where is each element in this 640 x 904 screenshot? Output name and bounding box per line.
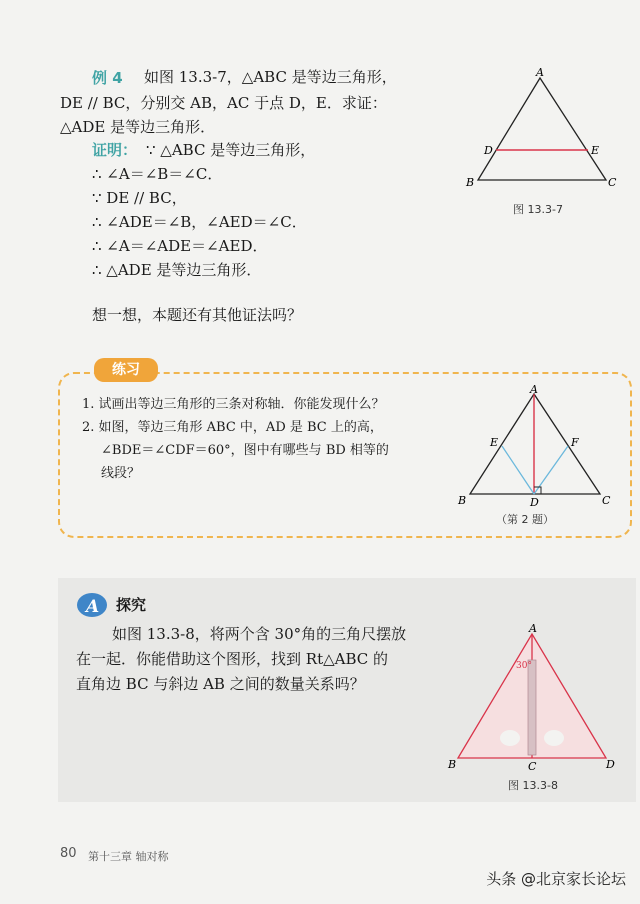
fig1-label-b: B [466,176,475,189]
segment-de-practice [502,446,534,494]
proof-line-5: ∴ ∠A＝∠ADE＝∠AED． [92,237,268,255]
practice-figure-caption: （第 2 题） [496,513,554,526]
explore-label-a: A [529,622,537,635]
triangle-hole-right [544,730,564,746]
page-number: 80 [60,846,77,861]
explore-icon [76,590,110,618]
explore-line-3: 直角边 BC 与斜边 AB 之间的数量关系吗？ [76,675,365,693]
practice-label-a: A [530,384,538,396]
figure-13-3-7 [460,64,630,194]
practice-label-e: E [490,436,499,449]
practice-item-1: 1. 试画出等边三角形的三条对称轴．你能发现什么？ [82,397,385,412]
ruler-scale [528,660,536,755]
explore-label-b: B [448,758,457,771]
example-line-3: △ADE 是等边三角形． [60,118,216,136]
proof-line-4: ∴ ∠ADE＝∠B，∠AED＝∠C． [92,213,307,231]
chapter-title: 第十三章 轴对称 [88,850,169,863]
practice-label-f: F [571,436,579,449]
proof-line-6: ∴ △ADE 是等边三角形． [92,261,262,279]
fig1-label-e: E [591,144,600,157]
angle-30-label: 30° [516,661,532,671]
figure-13-3-7-caption: 图 13.3-7 [513,203,563,216]
think-question: 想一想，本题还有其他证法吗？ [92,306,303,324]
practice-label-c: C [602,494,611,507]
explore-title: 探究 [116,596,147,614]
practice-label-d: D [530,496,539,509]
explore-label-c: C [528,760,537,772]
example-label: 例 4 [92,69,123,87]
fig1-label-c: C [608,176,617,189]
triangle-abc [478,78,606,180]
fig1-label-d: D [484,144,493,157]
practice-item-2-end: 线段？ [101,466,141,481]
proof-line-2: ∴ ∠A＝∠B＝∠C． [92,165,223,183]
explore-line-2: 在一起．你能借助这个图形，找到 Rt△ABC 的 [76,650,389,668]
proof-label: 证明： [92,141,138,159]
svg-text:A: A [86,597,100,617]
example-line-2: DE // BC，分别交 AB，AC 于点 D，E．求证： [60,94,387,112]
explore-line-1: 如图 13.3-8，将两个含 30°角的三角尺摆放 [112,625,407,643]
practice-label-b: B [458,494,467,507]
watermark-text: 头条 @北京家长论坛 [486,870,626,888]
proof-line-1: ∵ △ABC 是等边三角形， [146,141,316,159]
figure-13-3-8-caption: 图 13.3-8 [508,779,558,792]
practice-item-2-cont: ∠BDE＝∠CDF＝60°，图中有哪些与 BD 相等的 [101,443,389,458]
practice-item-2: 2. 如图，等边三角形 ABC 中，AD 是 BC 上的高， [82,420,383,435]
explore-label-d: D [606,758,615,771]
fig1-label-a: A [536,66,544,79]
figure-13-3-8 [444,620,624,772]
example-line-1: 如图 13.3-7，△ABC 是等边三角形， [144,68,397,86]
triangle-hole-left [500,730,520,746]
proof-line-3: ∵ DE // BC， [92,189,187,207]
practice-figure [452,384,620,510]
practice-tag: 练习 [94,358,158,382]
